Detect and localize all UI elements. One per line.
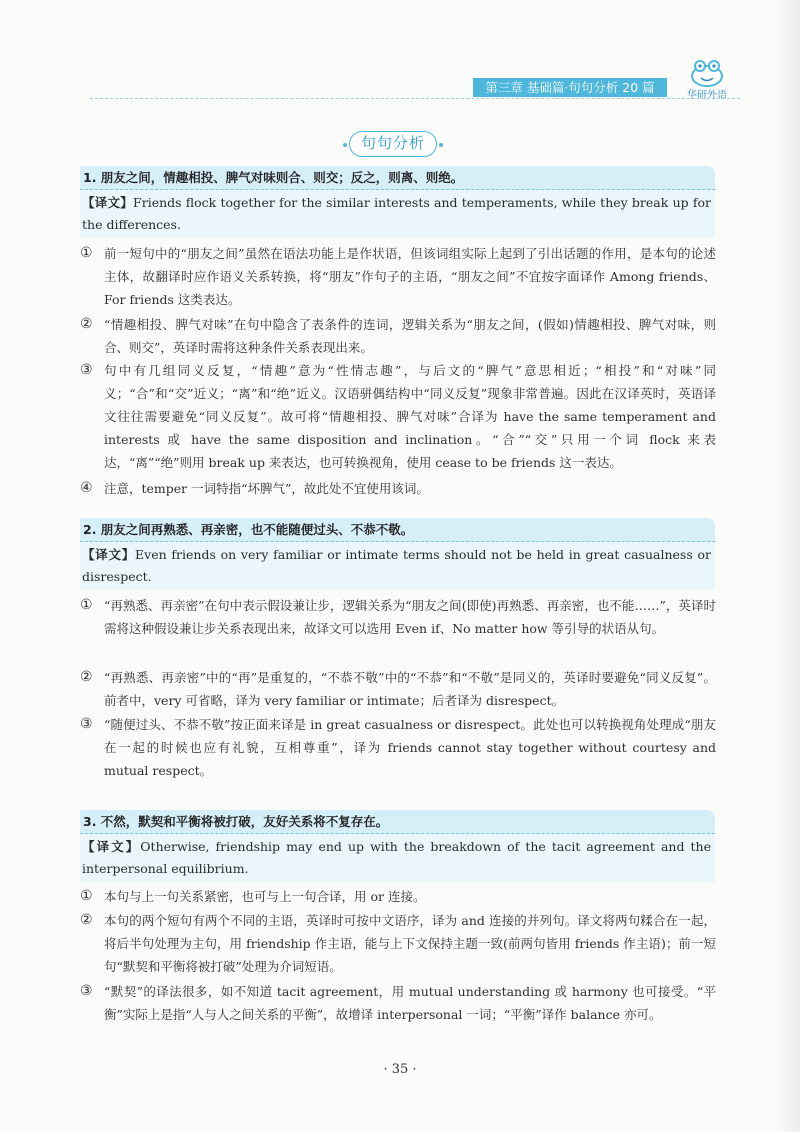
item-3-note-1: ① 本句与上一句关系紧密，也可与上一句合译，用 or 连接。 xyxy=(80,888,426,904)
translation-text: Even friends on very familiar or intimate terms should not be held in great casualness or disrespect. xyxy=(82,547,711,584)
item-2-note-1: ① “再熟悉、再亲密”在句中表示假设兼让步，逻辑关系为“朋友之间(即使)再熟悉、再亲密，也不能……”，英译时需将这种假设兼让步关系表现出来，故译文可以选用 Even if、No matter how 等引导的状语从句。 xyxy=(80,597,716,636)
translation-tag: 【译文】 xyxy=(82,839,141,854)
item-1-translation xyxy=(80,190,715,238)
item-3-note-3: ③ “默契”的译法很多，如不知道 tacit agreement，用 mutual understanding 或 harmony 也可接受。“平衡”实际上是指“人与人之间关系的平衡”，故增译 interpersonal 一词；“平衡”译作 balance 亦可。 xyxy=(80,983,716,1022)
item-3-heading: 3. 不然，默契和平衡将被打破，友好关系将不复存在。 xyxy=(80,810,715,834)
item-1-note-4: ④ 注意，temper 一词特指“坏脾气”，故此处不宜使用该词。 xyxy=(80,480,429,496)
item-1-note-3: ③ 句中有几组同义反复，“情趣”意为“性情志趣”，与后文的“脾气”意思相近；“相投”和“对味”同义；“合”和“交”近义；“离”和“绝”近义。汉语骈偶结构中“同义反复”现象非常普遍。因此在汉译英时，英语译文往往需要避免“同义反复”。故可将“情趣相投、脾气对味”合译为 have the same temperament and interests 或 have the same disposition and inclination。“合”“交”只用一个词 flock 来表达，“离”“绝”则用 break up 来表达，也可转换视角，使用 cease to be friends 这一表达。 xyxy=(80,362,716,470)
item-2-note-2: ② “再熟悉、再亲密”中的“再”是重复的，“不恭不敬”中的“不恭”和“不敬”是同义的，英译时要避免“同义反复”。前者中，very 可省略，译为 very familiar or intimate；后者译为 disrespect。 xyxy=(80,669,716,708)
header-divider xyxy=(90,98,740,99)
logo-text: 华研外语 xyxy=(687,90,727,101)
translation-text: Otherwise, friendship may end up with the breakdown of the tacit agreement and the interpersonal equilibrium. xyxy=(82,839,711,876)
item-1-note-1: ① 前一短句中的“朋友之间”虽然在语法功能上是作状语，但该词组实际上起到了引出话题的作用，是本句的论述主体，故翻译时应作语义关系转换，将“朋友”作句子的主语，“朋友之间”不宜按字面译作 Among friends、For friends 这类表达。 xyxy=(80,245,716,307)
item-2-translation xyxy=(80,542,715,590)
chapter-header: 第三章 基础篇·句句分析 20 篇 xyxy=(473,78,667,97)
item-2-heading: 2. 朋友之间再熟悉、再亲密，也不能随便过头、不恭不敬。 xyxy=(80,518,715,542)
item-2-note-3: ③ “随便过头、不恭不敬”按正面来译是 in great casualness or disrespect。此处也可以转换视角处理成“朋友在一起的时候也应有礼貌，互相尊重”，译为 friends cannot stay together without courtesy and mutual respect。 xyxy=(80,716,716,778)
publisher-logo xyxy=(674,58,740,102)
section-title: 句句分析 xyxy=(349,131,437,157)
item-1-note-2: ② “情趣相投、脾气对味”在句中隐含了表条件的连词，逻辑关系为“朋友之间，(假如)情趣相投、脾气对味，则合、则交”，英译时需将这种条件关系表现出来。 xyxy=(80,316,716,355)
page-number: · 35 · xyxy=(383,1062,417,1077)
item-1-heading: 1. 朋友之间，情趣相投、脾气对味则合、则交；反之，则离、则绝。 xyxy=(80,166,715,190)
translation-tag: 【译文】 xyxy=(82,195,134,210)
frog-logo-icon xyxy=(674,58,740,88)
item-3-note-2: ② 本句的两个短句有两个不同的主语，英译时可按中文语序，译为 and 连接的并列句。译文将两句糅合在一起，将后半句处理为主句，用 friendship 作主语，能与上下文保持主题一致(前两句皆用 friends 作主语)；前一短句“默契和平衡将被打破”处理为介词短语。 xyxy=(80,912,716,974)
translation-tag: 【译文】 xyxy=(82,547,136,562)
scan-shadow xyxy=(776,0,800,1132)
item-3-translation xyxy=(80,834,715,882)
translation-text: Friends flock together for the similar interests and temperaments, while they break up for the differences. xyxy=(82,195,711,232)
